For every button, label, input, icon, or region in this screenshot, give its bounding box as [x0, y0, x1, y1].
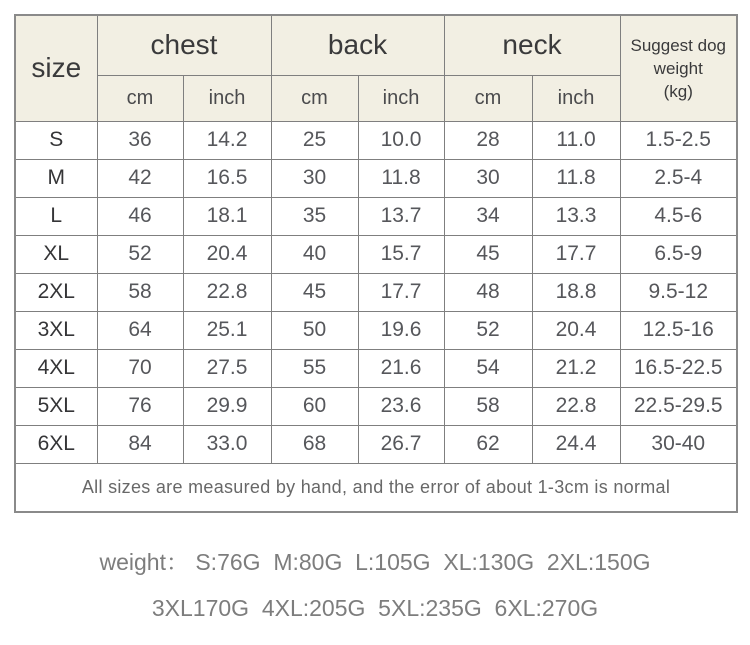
table-row-m — [15, 159, 737, 197]
size-cell: 4XL — [15, 349, 97, 387]
weight-range-cell: 9.5-12 — [620, 273, 737, 311]
value-cell: 30 — [444, 159, 532, 197]
size-cell: 3XL — [15, 311, 97, 349]
header-neck: neck — [444, 15, 620, 75]
size-cell: 6XL — [15, 425, 97, 463]
value-cell: 11.8 — [532, 159, 620, 197]
header-back-inch: inch — [358, 75, 444, 121]
value-cell: 40 — [271, 235, 358, 273]
size-cell: M — [15, 159, 97, 197]
weight-summary — [14, 539, 736, 631]
value-cell: 15.7 — [358, 235, 444, 273]
value-cell: 45 — [444, 235, 532, 273]
value-cell: 55 — [271, 349, 358, 387]
table-row-xl — [15, 235, 737, 273]
value-cell: 14.2 — [183, 121, 271, 159]
value-cell: 18.8 — [532, 273, 620, 311]
value-cell: 21.6 — [358, 349, 444, 387]
weight-range-cell: 4.5-6 — [620, 197, 737, 235]
value-cell: 36 — [97, 121, 183, 159]
value-cell: 35 — [271, 197, 358, 235]
value-cell: 20.4 — [532, 311, 620, 349]
value-cell: 33.0 — [183, 425, 271, 463]
value-cell: 28 — [444, 121, 532, 159]
header-size: size — [15, 15, 97, 121]
measurement-note: All sizes are measured by hand, and the error of about 1-3cm is normal — [15, 463, 737, 512]
value-cell: 17.7 — [358, 273, 444, 311]
weight-range-cell: 22.5-29.5 — [620, 387, 737, 425]
value-cell: 84 — [97, 425, 183, 463]
value-cell: 25 — [271, 121, 358, 159]
weight-range-cell: 6.5-9 — [620, 235, 737, 273]
value-cell: 24.4 — [532, 425, 620, 463]
value-cell: 60 — [271, 387, 358, 425]
value-cell: 16.5 — [183, 159, 271, 197]
header-weight-line-2: weight — [653, 58, 703, 78]
size-cell: 5XL — [15, 387, 97, 425]
value-cell: 50 — [271, 311, 358, 349]
value-cell: 11.8 — [358, 159, 444, 197]
value-cell: 26.7 — [358, 425, 444, 463]
weight-summary-line-2: 3XL170G 4XL:205G 5XL:235G 6XL:270G — [151, 594, 599, 621]
table-row-3xl — [15, 311, 737, 349]
value-cell: 76 — [97, 387, 183, 425]
size-cell: XL — [15, 235, 97, 273]
value-cell: 58 — [97, 273, 183, 311]
value-cell: 22.8 — [183, 273, 271, 311]
value-cell: 68 — [271, 425, 358, 463]
header-chest: chest — [97, 15, 271, 75]
value-cell: 48 — [444, 273, 532, 311]
weight-range-cell: 1.5-2.5 — [620, 121, 737, 159]
table-row-l — [15, 197, 737, 235]
header-row-main — [15, 15, 737, 75]
size-cell: 2XL — [15, 273, 97, 311]
value-cell: 29.9 — [183, 387, 271, 425]
value-cell: 11.0 — [532, 121, 620, 159]
size-chart-table — [14, 14, 738, 513]
table-row-2xl — [15, 273, 737, 311]
value-cell: 25.1 — [183, 311, 271, 349]
header-weight-line-3: (kg) — [663, 81, 693, 101]
value-cell: 52 — [97, 235, 183, 273]
weight-range-cell: 30-40 — [620, 425, 737, 463]
value-cell: 45 — [271, 273, 358, 311]
header-weight-line-1: Suggest dog — [630, 35, 726, 55]
value-cell: 64 — [97, 311, 183, 349]
value-cell: 27.5 — [183, 349, 271, 387]
value-cell: 52 — [444, 311, 532, 349]
header-neck-inch: inch — [532, 75, 620, 121]
value-cell: 62 — [444, 425, 532, 463]
header-suggest-weight — [620, 15, 737, 121]
value-cell: 20.4 — [183, 235, 271, 273]
value-cell: 18.1 — [183, 197, 271, 235]
value-cell: 19.6 — [358, 311, 444, 349]
table-row-4xl — [15, 349, 737, 387]
table-row-s — [15, 121, 737, 159]
value-cell: 34 — [444, 197, 532, 235]
header-chest-inch: inch — [183, 75, 271, 121]
header-back: back — [271, 15, 444, 75]
size-cell: L — [15, 197, 97, 235]
weight-range-cell: 16.5-22.5 — [620, 349, 737, 387]
value-cell: 54 — [444, 349, 532, 387]
value-cell: 13.7 — [358, 197, 444, 235]
value-cell: 70 — [97, 349, 183, 387]
value-cell: 42 — [97, 159, 183, 197]
value-cell: 58 — [444, 387, 532, 425]
header-back-cm: cm — [271, 75, 358, 121]
weight-range-cell: 12.5-16 — [620, 311, 737, 349]
value-cell: 22.8 — [532, 387, 620, 425]
weight-summary-line-1: weight： S:76G M:80G L:105G XL:130G 2XL:150G — [99, 548, 651, 575]
value-cell: 23.6 — [358, 387, 444, 425]
value-cell: 17.7 — [532, 235, 620, 273]
value-cell: 13.3 — [532, 197, 620, 235]
header-chest-cm: cm — [97, 75, 183, 121]
weight-range-cell: 2.5-4 — [620, 159, 737, 197]
header-neck-cm: cm — [444, 75, 532, 121]
value-cell: 46 — [97, 197, 183, 235]
value-cell: 21.2 — [532, 349, 620, 387]
value-cell: 30 — [271, 159, 358, 197]
measurement-note-row — [15, 463, 737, 512]
value-cell: 10.0 — [358, 121, 444, 159]
size-cell: S — [15, 121, 97, 159]
table-row-5xl — [15, 387, 737, 425]
table-row-6xl — [15, 425, 737, 463]
